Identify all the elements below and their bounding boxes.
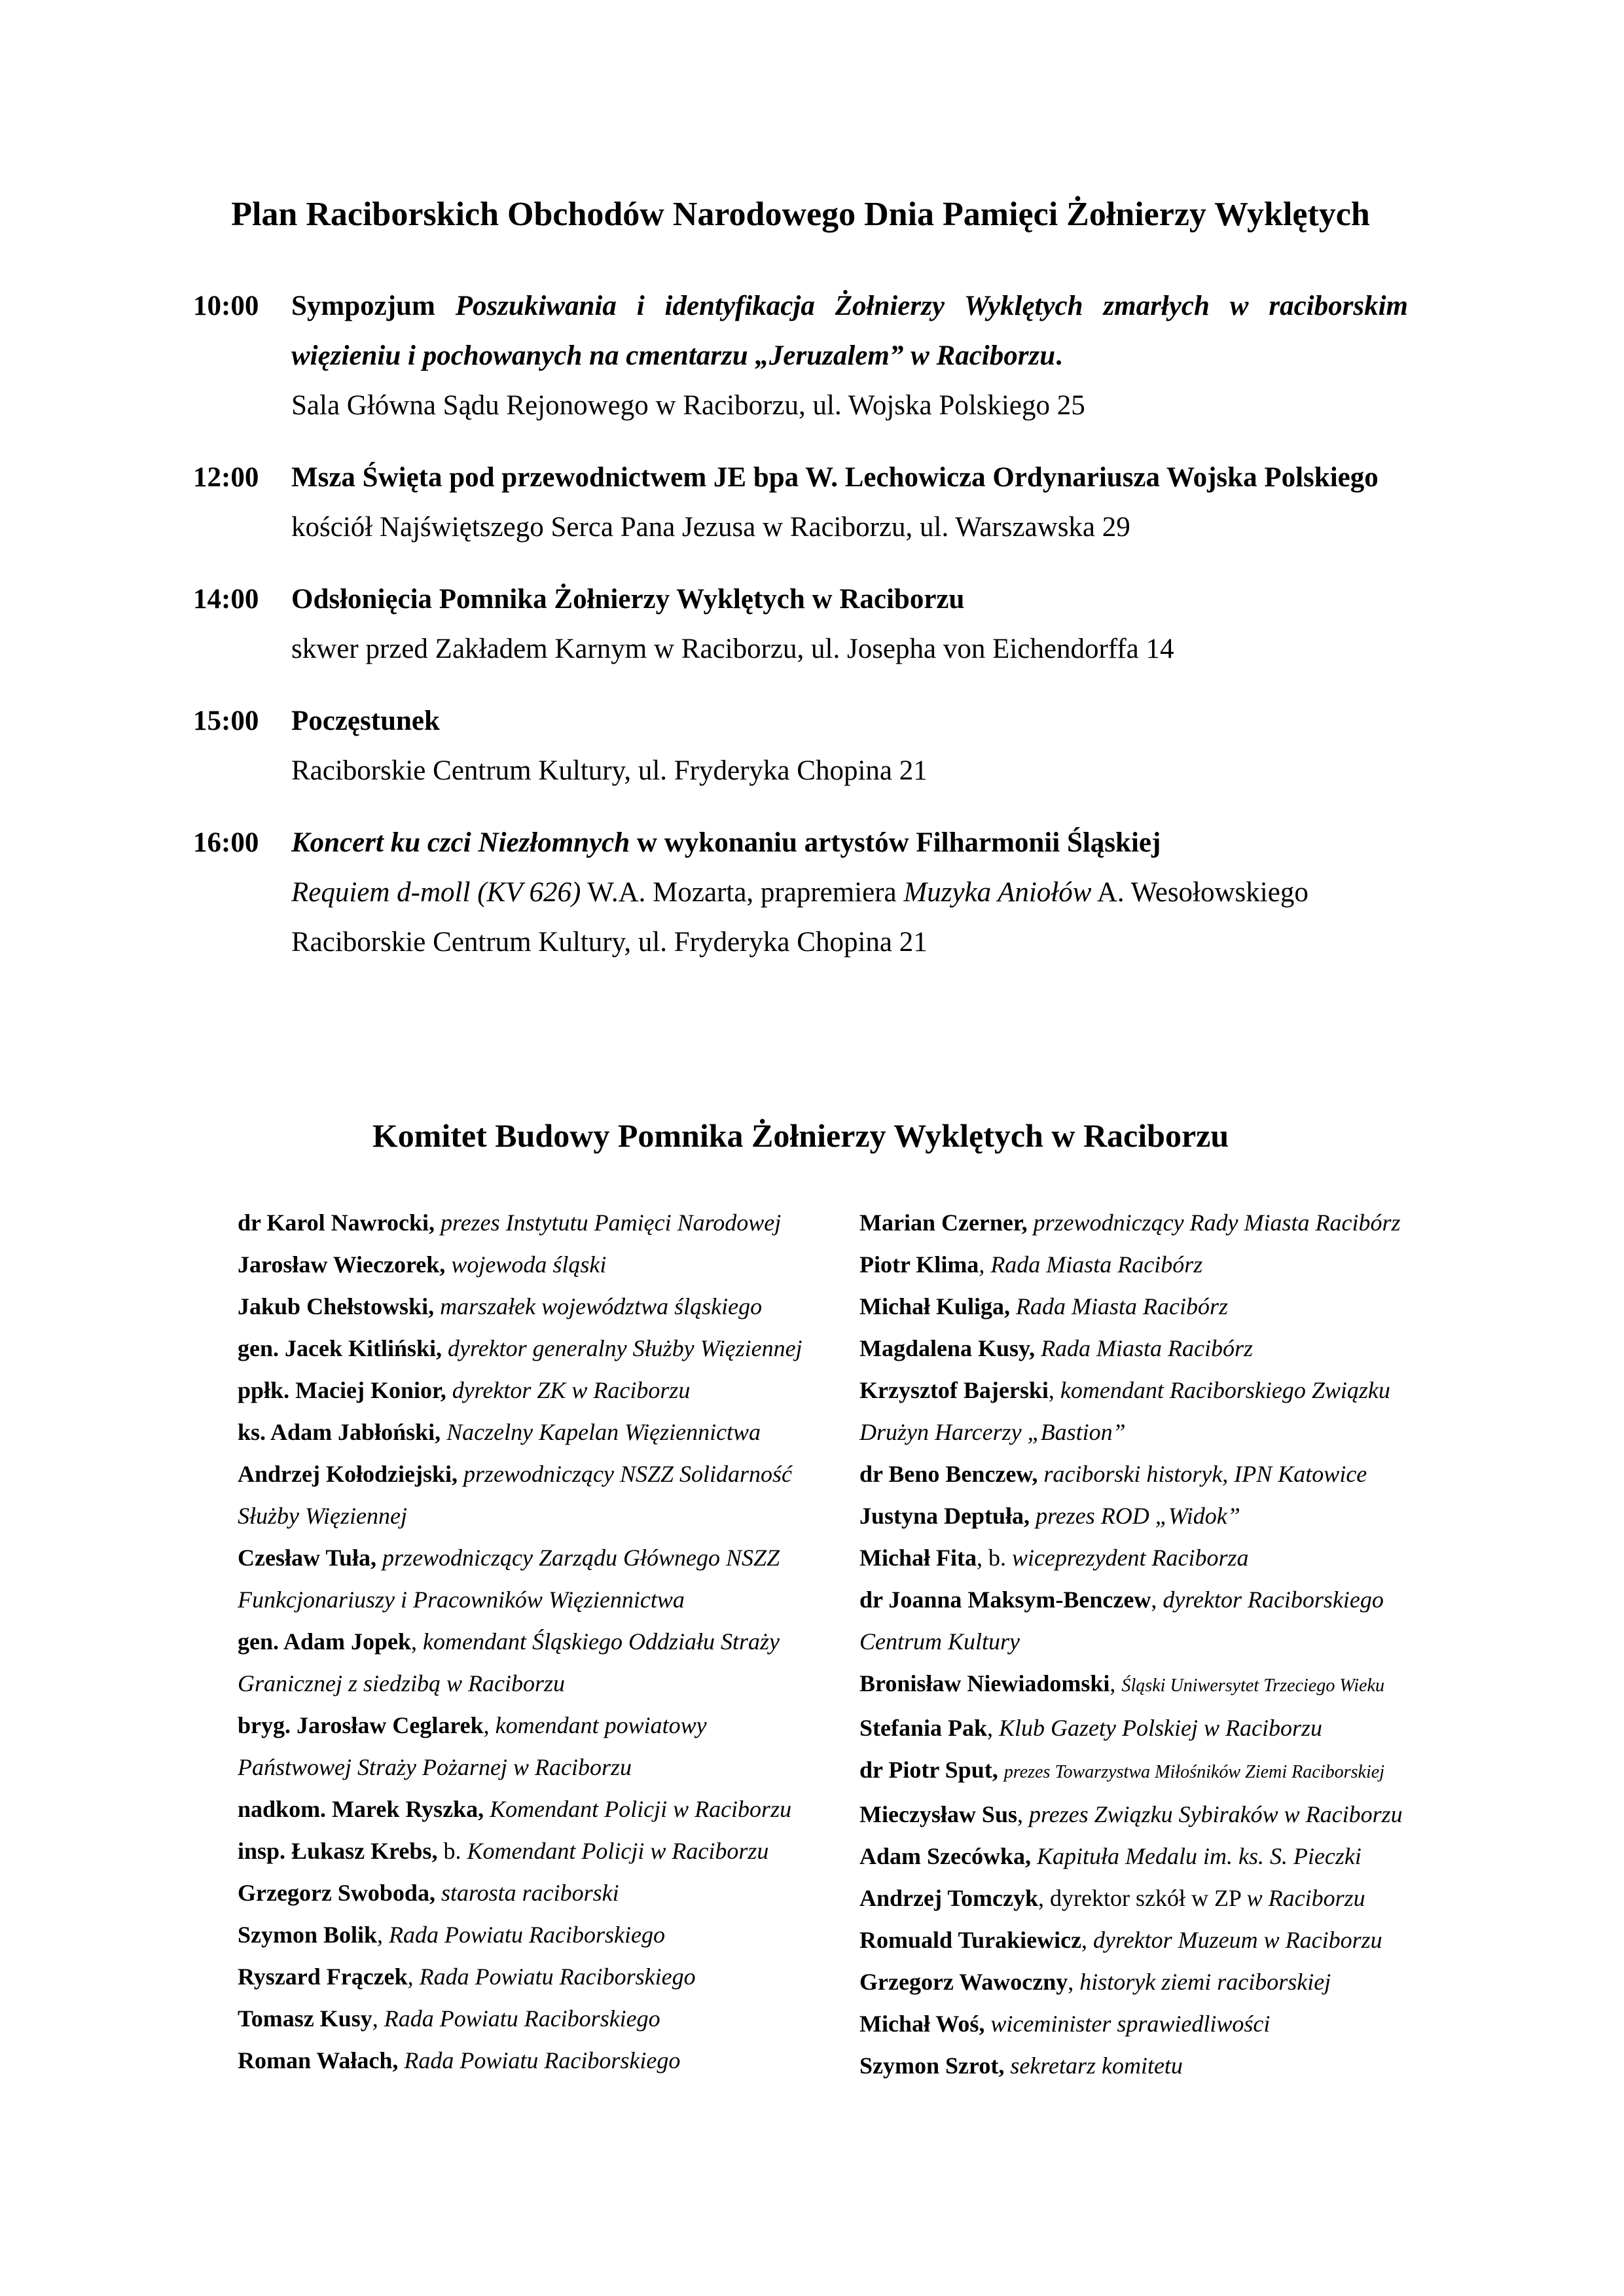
text-line: [859, 1244, 1475, 1285]
text-segment: ,: [979, 1251, 991, 1278]
schedule-time: 15:00: [193, 706, 259, 736]
text-segment: ks. Adam Jabłoński,: [238, 1419, 447, 1445]
text-segment: komendant powiatowy: [495, 1712, 707, 1738]
committee-column-right: [859, 1202, 1475, 2087]
schedule-time: 10:00: [193, 291, 259, 321]
text-segment: ,: [1017, 1801, 1029, 1827]
text-segment: Bronisław Niewiadomski: [859, 1670, 1110, 1696]
text-line: [291, 281, 1408, 331]
text-segment: Raciborskie Centrum Kultury, ul. Fryderyka Chopina 21: [291, 755, 928, 786]
committee-member: [859, 1202, 1475, 1244]
committee-member: [859, 1707, 1475, 1749]
committee-member: [238, 1411, 814, 1453]
text-segment: prezes Towarzystwa Miłośników Ziemi Raciborskiej: [1003, 1762, 1385, 1782]
schedule-time: 14:00: [193, 584, 259, 615]
text-segment: przewodniczący Rady Miasta Racibórz: [1033, 1210, 1401, 1236]
committee-member: [238, 1327, 814, 1369]
text-line: [859, 1202, 1475, 1244]
committee-member: [859, 1244, 1475, 1285]
text-segment: bryg. Jarosław Ceglarek: [238, 1712, 484, 1738]
text-segment: Marian Czerner,: [859, 1210, 1034, 1236]
committee-member: [238, 1244, 814, 1285]
text-line: [859, 1285, 1475, 1327]
text-line: [238, 1579, 814, 1621]
schedule-entry-body: [291, 453, 1408, 552]
schedule-entry-body: [291, 818, 1408, 967]
text-segment: gen. Jacek Kitliński,: [238, 1335, 448, 1361]
committee-member: [859, 1579, 1475, 1662]
text-segment: Rada Powiatu Raciborskiego: [419, 1964, 696, 1990]
text-segment: Rada Powiatu Raciborskiego: [404, 2047, 681, 2073]
committee-heading: Komitet Budowy Pomnika Żołnierzy Wyklętych w Raciborzu: [372, 1117, 1229, 1154]
text-segment: ,: [1151, 1587, 1163, 1613]
text-segment: komendant Raciborskiego Związku: [1060, 1377, 1390, 1403]
text-segment: W.A. Mozarta, prapremiera: [581, 877, 904, 908]
committee-member: [238, 1872, 814, 1914]
text-segment: Roman Wałach,: [238, 2047, 405, 2073]
text-segment: sekretarz komitetu: [1010, 2053, 1183, 2079]
committee-member: [238, 1537, 814, 1621]
schedule-time: 12:00: [193, 462, 259, 493]
text-segment: Requiem d-moll (KV 626): [291, 877, 581, 908]
text-line: [238, 1830, 814, 1872]
text-segment: gen. Adam Jopek: [238, 1628, 412, 1655]
text-segment: Grzegorz Swoboda,: [238, 1880, 441, 1906]
text-segment: Jarosław Wieczorek,: [238, 1251, 452, 1278]
text-segment: wiceminister sprawiedliwości: [990, 2011, 1271, 2037]
text-segment: ,: [377, 1922, 389, 1948]
text-segment: insp. Łukasz Krebs,: [238, 1838, 444, 1864]
committee-member: [859, 1369, 1475, 1453]
text-line: [291, 503, 1408, 552]
text-line: [859, 1662, 1475, 1707]
text-segment: starosta raciborski: [441, 1880, 619, 1906]
committee-column-left: [238, 1202, 814, 2087]
text-segment: dyrektor Muzeum w Raciborzu: [1093, 1927, 1382, 1953]
text-line: [291, 868, 1408, 918]
text-segment: Czesław Tuła,: [238, 1545, 383, 1571]
text-segment: Raciborskie Centrum Kultury, ul. Fryderyka Chopina 21: [291, 927, 928, 958]
event-schedule: [193, 281, 1408, 967]
text-segment: Koncert ku czci Niezłomnych: [291, 827, 630, 858]
text-segment: marszałek województwa śląskiego: [440, 1293, 763, 1319]
text-segment: Krzysztof Bajerski: [859, 1377, 1049, 1403]
text-line: [859, 1793, 1475, 1835]
text-segment: Sala Główna Sądu Rejonowego w Raciborzu, ul. Wojska Polskiego 25: [291, 390, 1085, 421]
committee-member: [238, 2039, 814, 2081]
text-line: [859, 1411, 1475, 1453]
text-segment: dr Beno Benczew,: [859, 1461, 1044, 1487]
text-segment: Służby Więziennej: [238, 1503, 407, 1529]
committee-member: [859, 1453, 1475, 1495]
text-segment: Sympozjum: [291, 291, 456, 321]
committee-member: [859, 1662, 1475, 1707]
text-line: [859, 1369, 1475, 1411]
text-segment: Tomasz Kusy: [238, 2005, 372, 2032]
committee-member: [238, 1956, 814, 1998]
text-segment: prezes Instytutu Pamięci Narodowej: [441, 1210, 782, 1236]
committee-member: [238, 1914, 814, 1956]
text-segment: dr Joanna Maksym-Benczew: [859, 1587, 1151, 1613]
text-segment: Rada Miasta Racibórz: [1016, 1293, 1228, 1319]
text-line: [859, 1537, 1475, 1579]
committee-member: [859, 1537, 1475, 1579]
committee-member: [859, 1793, 1475, 1835]
text-line: [238, 1327, 814, 1369]
text-segment: Michał Fita: [859, 1545, 977, 1571]
text-segment: w Raciborzu: [1246, 1885, 1365, 1911]
committee-member: [238, 1285, 814, 1327]
text-segment: nadkom. Marek Ryszka,: [238, 1796, 490, 1822]
committee-member: [859, 1285, 1475, 1327]
text-segment: Andrzej Tomczyk: [859, 1885, 1038, 1911]
text-segment: skwer przed Zakładem Karnym w Raciborzu, ul. Josepha von Eichendorffa 14: [291, 634, 1174, 664]
text-segment: dyrektor Raciborskiego: [1163, 1587, 1384, 1613]
text-line: [859, 1327, 1475, 1369]
text-line: [859, 2003, 1475, 2045]
committee-member: [238, 1704, 814, 1788]
text-segment: Ryszard Frączek: [238, 1964, 408, 1990]
committee-columns: [193, 1202, 1408, 2087]
text-line: [859, 1749, 1475, 1793]
committee-member: [859, 1327, 1475, 1369]
text-segment: Muzyka Aniołów: [903, 877, 1092, 908]
text-segment: więzieniu i pochowanych na cmentarzu „Jeruzalem” w Raciborzu: [291, 340, 1056, 371]
text-segment: kościół Najświętszego Serca Pana Jezusa w Raciborzu, ul. Warszawska 29: [291, 512, 1130, 543]
text-segment: , dyrektor szkół w ZP: [1038, 1885, 1247, 1911]
schedule-entry-body: [291, 575, 1408, 674]
committee-member: [238, 1788, 814, 1830]
text-segment: prezes ROD „Widok”: [1036, 1503, 1240, 1529]
text-line: [238, 1872, 814, 1914]
committee-member: [238, 1202, 814, 1244]
text-segment: ,: [1068, 1969, 1080, 1995]
text-segment: ,: [372, 2005, 384, 2032]
text-segment: Klub Gazety Polskiej w Raciborzu: [999, 1715, 1322, 1741]
text-line: [291, 746, 1408, 796]
schedule-entry: [193, 453, 1408, 552]
committee-member: [859, 2045, 1475, 2087]
text-segment: ,: [407, 1964, 420, 1990]
text-line: [859, 1621, 1475, 1662]
text-segment: Stefania Pak: [859, 1715, 988, 1741]
text-segment: Grzegorz Wawoczny: [859, 1969, 1068, 1995]
text-segment: Szymon Szrot,: [859, 2053, 1011, 2079]
schedule-entry: [193, 281, 1408, 431]
schedule-entry: [193, 575, 1408, 674]
text-line: [859, 1835, 1475, 1877]
page-title: Plan Raciborskich Obchodów Narodowego Dnia Pamięci Żołnierzy Wyklętych: [231, 196, 1370, 233]
text-line: [238, 1411, 814, 1453]
text-line: [238, 1621, 814, 1662]
committee-member: [238, 1621, 814, 1704]
text-line: [859, 1919, 1475, 1961]
text-line: [238, 1285, 814, 1327]
text-segment: dyrektor generalny Służby Więziennej: [448, 1335, 803, 1361]
text-segment: Andrzej Kołodziejski,: [238, 1461, 463, 1487]
text-segment: ppłk. Maciej Konior,: [238, 1377, 452, 1403]
committee-member: [238, 1453, 814, 1537]
text-line: [238, 1704, 814, 1746]
text-segment: ,: [987, 1715, 1000, 1741]
text-segment: Rada Powiatu Raciborskiego: [389, 1922, 665, 1948]
text-line: [238, 1956, 814, 1998]
text-segment: .: [1055, 340, 1062, 371]
text-segment: Granicznej z siedzibą w Raciborzu: [238, 1670, 565, 1696]
schedule-entry: [193, 696, 1408, 796]
text-segment: Kapituła Medalu im. ks. S. Pieczki: [1036, 1843, 1362, 1869]
schedule-time: 16:00: [193, 827, 259, 858]
committee-member: [238, 1998, 814, 2039]
text-line: [238, 1746, 814, 1788]
text-line: [291, 575, 1408, 624]
text-segment: Rada Powiatu Raciborskiego: [384, 2005, 660, 2032]
text-segment: Funkcjonariuszy i Pracowników Więziennictwa: [238, 1587, 685, 1613]
text-segment: przewodniczący Zarządu Głównego NSZZ: [382, 1545, 780, 1571]
text-line: [859, 1579, 1475, 1621]
text-segment: dr Piotr Sput,: [859, 1757, 1004, 1783]
text-line: [291, 818, 1408, 868]
committee-member: [238, 1369, 814, 1411]
text-segment: Mieczysław Sus: [859, 1801, 1017, 1827]
committee-member: [859, 1961, 1475, 2003]
text-segment: komendant Śląskiego Oddziału Straży: [423, 1628, 780, 1655]
text-segment: Poszukiwania i identyfikacja Żołnierzy Wyklętych zmarłych w raciborskim: [455, 291, 1408, 321]
committee-member: [859, 1835, 1475, 1877]
text-segment: ,: [411, 1628, 424, 1655]
text-segment: Jakub Chełstowski,: [238, 1293, 441, 1319]
committee-member: [859, 1877, 1475, 1919]
text-segment: dr Karol Nawrocki,: [238, 1210, 441, 1236]
text-segment: historyk ziemi raciborskiej: [1079, 1969, 1331, 1995]
text-line: [238, 1453, 814, 1495]
text-line: [238, 1202, 814, 1244]
text-line: [238, 1495, 814, 1537]
committee-member: [238, 1830, 814, 1872]
text-segment: Komendant Policji w Raciborzu: [490, 1796, 792, 1822]
text-line: [238, 1537, 814, 1579]
text-line: [859, 2045, 1475, 2087]
text-segment: Magdalena Kusy,: [859, 1335, 1041, 1361]
text-segment: dyrektor ZK w Raciborzu: [452, 1377, 691, 1403]
text-segment: Szymon Bolik: [238, 1922, 378, 1948]
text-line: [859, 1495, 1475, 1537]
text-segment: Romuald Turakiewicz: [859, 1927, 1082, 1953]
text-segment: w wykonaniu artystów Filharmonii Śląskiej: [630, 827, 1161, 858]
text-line: [859, 1707, 1475, 1749]
text-line: [238, 1788, 814, 1830]
committee-member: [859, 1749, 1475, 1793]
text-line: [859, 1453, 1475, 1495]
text-line: [859, 1961, 1475, 2003]
text-segment: A. Wesołowskiego: [1091, 877, 1308, 908]
text-segment: Rada Miasta Racibórz: [1041, 1335, 1254, 1361]
committee-member: [859, 1919, 1475, 1961]
text-line: [291, 453, 1408, 503]
text-segment: Poczęstunek: [291, 706, 440, 736]
text-line: [291, 331, 1408, 381]
text-line: [238, 1662, 814, 1704]
text-segment: wiceprezydent Raciborza: [1011, 1545, 1249, 1571]
text-segment: Rada Miasta Racibórz: [990, 1251, 1203, 1278]
text-line: [859, 1877, 1475, 1919]
text-segment: wojewoda śląski: [451, 1251, 607, 1278]
text-segment: Piotr Klima: [859, 1251, 979, 1278]
text-segment: Śląski Uniwersytet Trzeciego Wieku: [1121, 1676, 1385, 1696]
text-segment: prezes Związku Sybiraków w Raciborzu: [1028, 1801, 1403, 1827]
schedule-entry-body: [291, 696, 1408, 796]
text-segment: Justyna Deptuła,: [859, 1503, 1036, 1529]
text-segment: Komendant Policji w Raciborzu: [467, 1838, 769, 1864]
text-line: [238, 1244, 814, 1285]
text-line: [238, 1914, 814, 1956]
text-line: [238, 2039, 814, 2081]
text-line: [291, 918, 1408, 967]
text-segment: , b.: [976, 1545, 1012, 1571]
text-segment: ,: [483, 1712, 496, 1738]
text-segment: Adam Szecówka,: [859, 1843, 1037, 1869]
text-segment: ,: [1081, 1927, 1094, 1953]
schedule-entry: [193, 818, 1408, 967]
text-segment: b.: [443, 1838, 467, 1864]
text-segment: ,: [1048, 1377, 1060, 1403]
text-segment: Msza Święta pod przewodnictwem JE bpa W. Lechowicza Ordynariusza Wojska Polskiego: [291, 462, 1379, 493]
text-segment: Odsłonięcia Pomnika Żołnierzy Wyklętych w Raciborzu: [291, 584, 965, 615]
text-segment: przewodniczący NSZZ Solidarność: [463, 1461, 792, 1487]
text-segment: raciborski historyk, IPN Katowice: [1043, 1461, 1367, 1487]
schedule-entry-body: [291, 281, 1408, 431]
text-segment: Państwowej Straży Pożarnej w Raciborzu: [238, 1754, 632, 1780]
text-segment: ,: [1110, 1670, 1122, 1696]
text-segment: Michał Kuliga,: [859, 1293, 1017, 1319]
text-segment: Drużyn Harcerzy „Bastion”: [859, 1419, 1126, 1445]
text-line: [291, 381, 1408, 431]
text-line: [291, 696, 1408, 746]
text-segment: Centrum Kultury: [859, 1628, 1020, 1655]
committee-member: [859, 1495, 1475, 1537]
text-line: [238, 1369, 814, 1411]
text-segment: Naczelny Kapelan Więziennictwa: [446, 1419, 761, 1445]
text-segment: Michał Woś,: [859, 2011, 991, 2037]
text-line: [238, 1998, 814, 2039]
text-line: [291, 624, 1408, 674]
committee-member: [859, 2003, 1475, 2045]
